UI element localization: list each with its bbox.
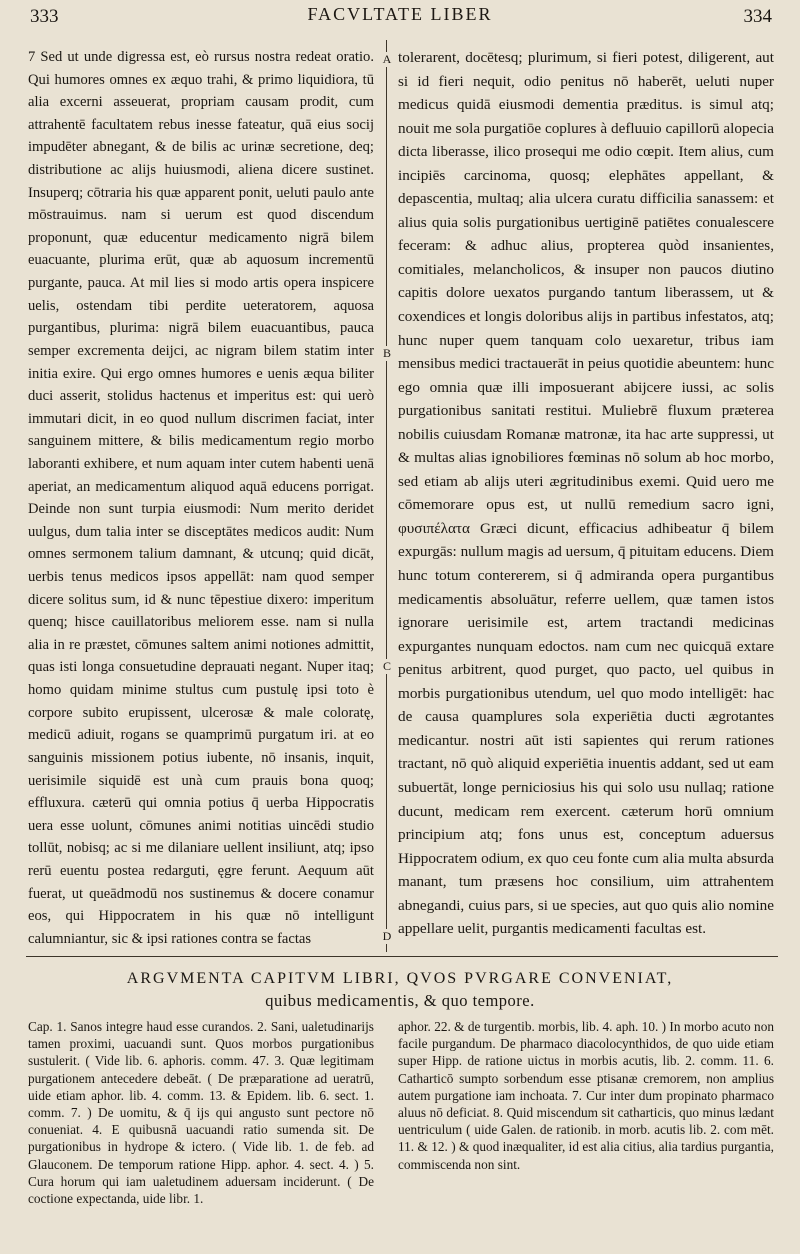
margin-marker-b: B xyxy=(382,346,391,360)
margin-marker-d: D xyxy=(382,929,392,943)
margin-marker-a: A xyxy=(382,52,392,66)
left-column xyxy=(28,46,374,950)
argumenta-right-text: aphor. 22. & de turgentib. morbis, lib. 4. aph. 10. ) In morbo acuto non facile purgandum. De pharmaco diacolocynthidos, de quo uide etiam super Hipp. de ratione uictus in morbis acutis, lib. 2. comm. 11. 6. Catharticō sumpto sorbendum esse ptisanæ cremorem, non amplius autem purgatione iam inchoata. 7. Cur inter dum propinato pharmaco aluus nō deficiat. 8. Quid miscendum sit catharticis, quo minus lædant uentriculum ( uide Galen. de rationib. in morb. acutis lib. 2. com mēt. 11. & 12. ) & quod inæqualiter, id est alia citius, alia tardius purgantia, commiscenda non sint. xyxy=(398,1019,774,1172)
column-divider xyxy=(386,40,387,952)
argumenta-heading xyxy=(0,968,800,1012)
argumenta-title: ARGVMENTA CAPITVM LIBRI, QVOS PVRGARE CONVENIAT, xyxy=(126,970,674,987)
argumenta-left xyxy=(28,1018,374,1207)
page-number-right: 334 xyxy=(743,6,772,27)
margin-marker-c: C xyxy=(382,659,391,673)
section-rule xyxy=(26,956,778,957)
argumenta-subtitle: quibus medicamentis, & quo tempore. xyxy=(265,991,535,1010)
argumenta-left-text: Cap. 1. Sanos integre haud esse curandos. 2. Sani, ualetudinarijs tamen proximi, uacuandi sunt. Quos morbos purgationibus sustulerit. ( Vide lib. 6. aphoris. comm. 47. 3. Quæ legitimam purgationem antecedere debeāt. ( De præparatione ad ueratrū, uide etiam aphor. lib. 4. comm. 13. & Epidem. lib. 6. sect. 1. comm. 7. ) De uomitu, & q̄ ijs qui angusto sunt pectore nō conueniat. 4. E quibusnā uacuandi ratio sumenda sit. De purgationibus in hydrope & ictero. ( Vide lib. 1. de feb. ad Glauconem. De temporum ratione Hipp. aphor. 4. sect. 4. ) 5. Cura horum qui iam ualetudinem aduersam inciderunt. ( De coctione expectanda, uide libr. 1. xyxy=(28,1019,374,1207)
right-column-text: tolerarent, docētesq; plurimum, si fieri potest, diligerent, aut si id fieri nequit, odio penitus nō haberēt, ueluti nuper medicus quidā eiusmodi dementia præditus. is simul atq; nouit me sola purgatiōe coplures à defluuio capillorū alopecia dicta liberasse, ilico prosequi me odio cœpit. Item alius, cum incipiēs carcinoma, quosq; elephātes appellant, & depascentia, multaq; alia ulcera curatu difficilia sanassem: et alius quia solis purgationibus uertiginē patiētes conualescere feceram: & adhuc alius, propterea quòd insanientes, comitiales, melancholicos, & insuper non paucos diutino capitis dolore uexatos purgando tantum liberassem, ut & coxendices et longis doloribus alijs in partibus infestatos, atq; hunc nuper quem tanquam colo uexaretur, tribus iam mensibus medici tractauerāt in peius quotidie abeuntem: hunc ego omnia quæ illi imposuerant abijcere iussi, ac solis purgationibus sanitati restitui. Muliebrē fluxum præterea nobilis cuiusdam Romanæ matronæ, ita hac arte suppressi, ut & multas alias ignobiliores fœminas nō solum ab hoc morbo, sed etiam ab alijs uteri ægritudinibus exemi. Quid uero me cōmemorare opus est, ut nullū remedium sacro igni, φυσιπέλατα Græci dicunt, efficacius adhibeatur q̄ bilem expurgās: nullum magis ad uersum, q̄ pituitam educens. Diem hunc totum contererem, si q̄ admiranda opera purgantibus medicamentis absoluātur, referre uellem, quæ tamen istos ignorare uerisimile est, artem tractandi medicinas expurgantes nunquam edoctos. nam cum nec quicquā extare penitus arbitrent, quod purget, quo pacto, uel quibus in morbis purgationibus utendum, uel quo modo intelligēt: hac de causa quamplures sola experiētia ducti ægrotantes medicantur. nostri aūt isti sapientes qui rerum rationes tractant, nō quò aliquid experiētia inuentis addant, sed ut eam subuertāt, longe perniciosius his qui solo usu nullaq; ratione ducunt, medicam rem exercent. cæterum horū omnium principium atq; fons unus est, conceptum aduersus Hippocratem odium, ex quo ceu fonte cum alia multa absurda manant, tum præsens hoc consilium, uim attrahentem abnegandi, cuius pars, si ue species, aut quo quis alio nomine appellare uelit, purgantis medicamenti facultas est. xyxy=(398,49,774,938)
right-column xyxy=(398,46,774,941)
running-title: FACVLTATE LIBER xyxy=(307,4,493,24)
page-number-left: 333 xyxy=(30,6,59,27)
page-header xyxy=(0,0,800,34)
left-column-text: 7 Sed ut unde digressa est, eò rursus nostra redeat oratio. Qui humores omnes ex æquo trahi, & primo liquidiora, tū alia excerni asseuerat, propriam causam prodit, cum attrahentē facultatem rebus inesse fateatur, quā eius socij impudēter abnegant, & de bilis ac urinæ secretione, deq; distributione ac alijs huiusmodi, aliena dicere sustinet. Insuperq; cōtraria his quæ apparent ponit, ueluti paulo ante mōstrauimus. nam si uerum est quod discendum proponunt, quæ educentur medicamento nigrā bilem euacuante, plurima erūt, quæ ab aquosum incrementū purgante, pauca. At mil lies si modo artis opera inspicere uelis, ostendam tibi perdite ueteratorem, aquosa purgantibus, plurima: nigrā bilem euacuantibus, pauca semper excrementa deijci, ac nigram bilem statim inter initia exire. Qui ergo omnes humores e uenis æqua biliter duci asserit, stolidus hactenus et imperitus est: qui uerò immutari dicit, in eo quod nullum discrimen faciat, inter sanguinem mittere, & bilis medicamentum regio morbo laboranti exhibere, et num aquam inter cutem habenti uenā aperiat, an medicamentum aliquod aquā educens porrigat. Deinde non sunt turpia eiusmodi: Num merito deridet uulgus, dum talia inter se disceptātes medicos audit: Num omnes sermonem talium damnant, & utcunq; quid dicāt, uerbis tenus medicos ipsos appellāt: nam quod semper dicere solitus sum, id & nunc tēpestiue dixero: imperitum quenq; hisce cauillatoribus meliorem esse. nam si nulla alia in re præstet, cōmunes saltem animi notiones admittit, quas isti longa consuetudine deprauati negant. Nuper itaq; homo quidam minime stultus cum pustulę ipsi toto è corpore subito erupissent, ulcerosæ & male coloratę, medicū adiuit, rogans se quamprimū purgatum iri. at eo sanguinis missionem potius iubente, nō insanis, inquit, uerisimile siquidē est unà cum prauis bona quoq; effluxura. cæterū qui omnia potius q̄ uerba Hippocratis uera esse uolunt, cōmunes animi notitias uincēdi studio tollūt, nobisq; ac si me dilaniare uellent insiliunt, atq; ipso rerū euentu postea redarguti, ęgre ferunt. Aequum aūt fuerat, ut queādmodū nos sustinemus & docere conamur eos, qui Hippocratem in his quæ nō intelligunt calumniantur, sic & ipsi rationes contra se factas xyxy=(28,49,374,947)
argumenta-right xyxy=(398,1018,774,1173)
